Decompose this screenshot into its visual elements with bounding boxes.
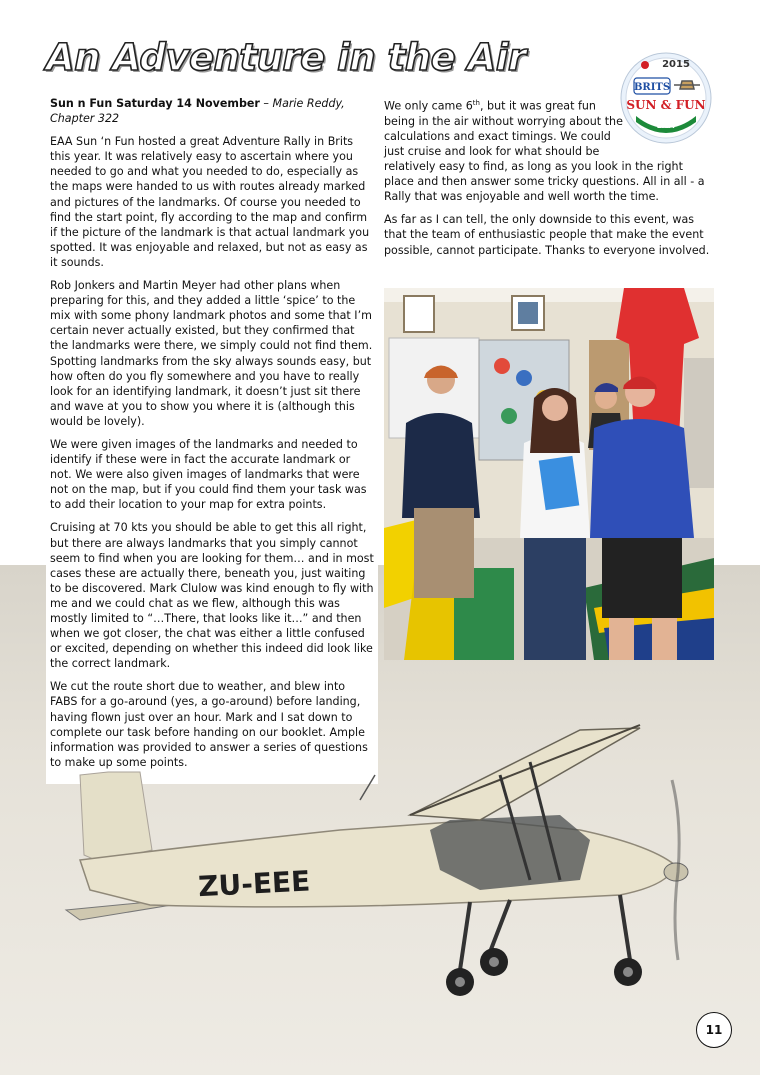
- event-photo: [384, 288, 714, 660]
- text: just cruise and look for what should be: [384, 144, 600, 158]
- text: , but it was great fun: [479, 99, 596, 113]
- logo-year: 2015: [662, 59, 690, 70]
- byline-author: Marie Reddy, Chapter 322: [50, 97, 345, 126]
- aircraft-illustration: [60, 720, 720, 1010]
- paragraph: [384, 96, 714, 204]
- paragraph: We cut the route short due to weather, and blew into FABS for a go-around (yes, a go-around) before landing, having flown just over an hour. Mark and I sat down to complete our task before handing on our booklet. Ample information was provided to answer a series of questions to make up some points.: [50, 680, 368, 769]
- paragraph: As far as I can tell, the only downside to this event, was that the team of enthusiastic people that make the event possible, cannot participate. Thanks to everyone involved.: [384, 213, 710, 257]
- paragraph: Rob Jonkers and Martin Meyer had other plans when preparing for this, and they added a little ‘spice’ to the mix with some phony landmark photos and some that I’m certain never actually existed, but they confirmed that the landmarks were there, we simply could not find them. Spotting landmarks from the sky always sounds easy, but how often do you fly somewhere and you have to really look for an identifying landmark, it doesn’t just sit there and wave at you to show you where it is (although this would be lovely).: [50, 279, 373, 428]
- byline-event: Sun n Fun Saturday 14 November: [50, 97, 260, 110]
- right-article-column: [384, 96, 714, 266]
- logo-eaa: EAA: [657, 121, 675, 130]
- text: We only came 6: [384, 99, 473, 113]
- aircraft-registration: ZU-EEE: [197, 864, 312, 904]
- page-number: 11: [696, 1012, 732, 1048]
- superscript: th: [472, 99, 480, 107]
- paragraph: EAA Sun ‘n Fun hosted a great Adventure Rally in Brits this year. It was relatively easy to ascertain where you needed to go and what you needed to do, especially as the maps were handed to us with routes already marked and pictures of the landmarks. Of course you needed to find the start point, fly according to the map and confirm if the picture of the landmark is that actual landmark you spotted. It was enjoyable and relaxed, but not as easy as it sounds.: [50, 135, 370, 269]
- text: relatively easy to find, as long as you look in the right place and then answer some tricky questions. All in all - a Rally that was enjoyable and well worth the time.: [384, 160, 705, 204]
- paragraph: We were given images of the landmarks and needed to identify if these were in fact the accurate landmark or not. We were also given images of landmarks that were not on the map, but if you could find them your task was to add their location to your map for extra points.: [50, 437, 367, 512]
- logo-brits: BRITS: [633, 82, 671, 93]
- article-title: An Adventure in the Air: [46, 36, 526, 79]
- text: calculations and exact timings. We could: [384, 129, 611, 143]
- text: being in the air without worrying about the: [384, 114, 623, 128]
- byline: [50, 96, 374, 126]
- left-article-column: [46, 96, 378, 784]
- paragraph: Cruising at 70 kts you should be able to get this all right, but there are always landmarks that you simply cannot seem to find when you are looking for them… and in most cases these are actually there, beneath you, just waiting to be discovered. Mark Clulow was kind enough to fly with me and we could chat as we flew, although this was mostly limited to “…There, that looks like it…” and then when we got closer, the chat was either a little confused or excited, depending on whether this indeed did look like the correct landmark.: [50, 521, 374, 671]
- logo-sun-fun: SUN & FUN: [626, 98, 706, 112]
- byline-separator: –: [259, 97, 273, 110]
